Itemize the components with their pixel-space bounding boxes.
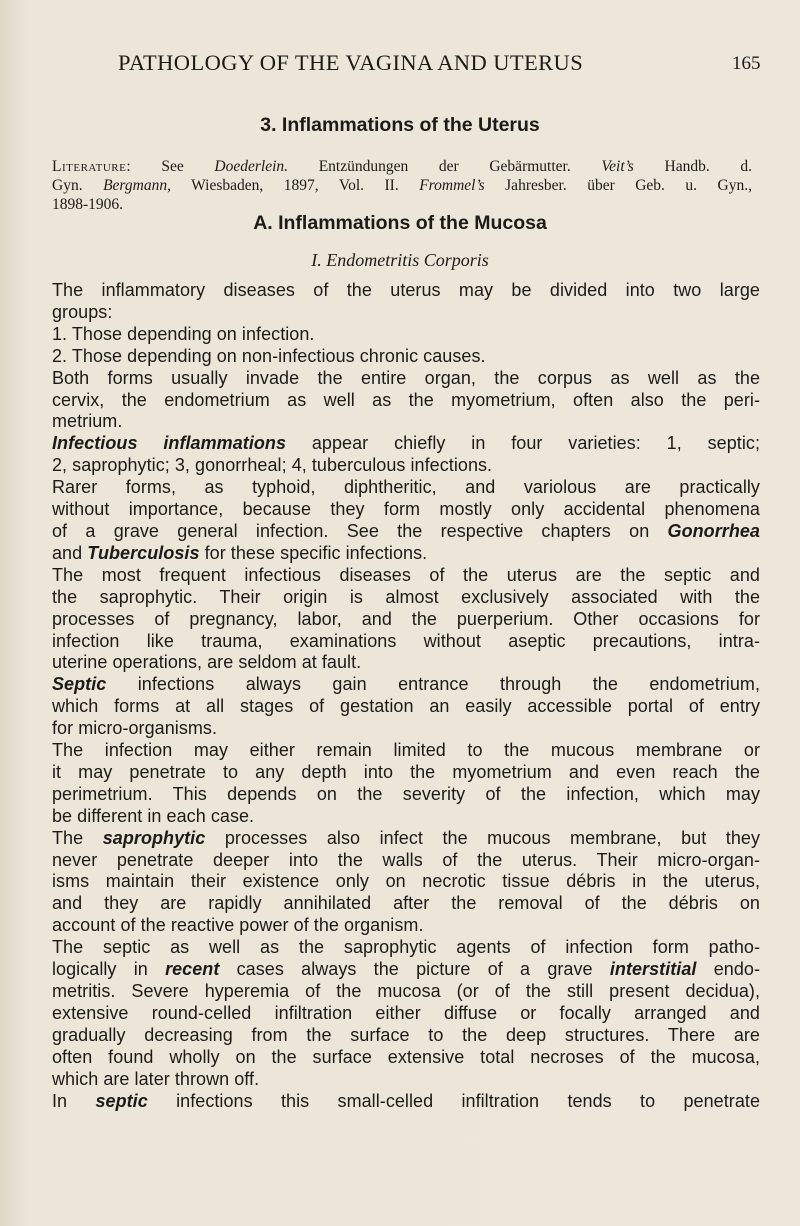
text-run: logically in — [52, 959, 166, 980]
text-line: be different in each case. — [52, 805, 255, 826]
text-line: isms maintain their existence only on necrotic tissue débris in the uterus, — [52, 871, 760, 892]
text-line: uterine operations, are seldom at fault. — [52, 652, 362, 673]
text-line: never penetrate deeper into the walls of the uterus. Their micro-organ- — [52, 849, 760, 870]
literature-text-4: Jahresber. über Geb. u. Gyn., — [484, 177, 752, 194]
text-line: groups: — [52, 301, 113, 322]
list-item-2: 2. Those depending on non-infectious chronic causes. — [52, 345, 486, 366]
term-gonorrhea: Gonorrhea — [667, 520, 760, 541]
text-line — [52, 543, 760, 565]
literature-work-veit: Veit’s — [601, 158, 634, 175]
term-interstitial: interstitial — [609, 959, 697, 980]
text-line: extensive round-celled infiltration either diffuse or focally arranged and — [52, 1002, 760, 1023]
literature-text-2: Handb. d. — [633, 158, 753, 175]
text-run: for these specific infections. — [199, 542, 428, 563]
text-line — [52, 521, 760, 543]
text-line: gradually decreasing from the surface to the deep structures. There are — [52, 1024, 760, 1045]
text-line — [52, 828, 760, 850]
subsection-subtitle: I. Endometritis Corporis — [311, 250, 489, 270]
text-run: In — [52, 1090, 96, 1111]
text-run: and — [52, 542, 88, 563]
text-line — [52, 1091, 760, 1113]
term-infectious-inflammations: Infectious inflammations — [52, 433, 287, 454]
text-line: without importance, because they form mostly only accidental phenomena — [52, 499, 760, 520]
text-line: The most frequent infectious diseases of the uterus are the septic and — [52, 564, 760, 585]
term-saprophytic: saprophytic — [102, 827, 206, 848]
text-line: for micro-organisms. — [52, 718, 218, 739]
text-line: The inflammatory diseases of the uterus may be divided into two large — [52, 280, 760, 300]
text-line: The septic as well as the saprophytic agents of infection form patho- — [52, 937, 760, 958]
text-run: cases always the picture of a grave — [219, 959, 610, 980]
text-run: processes also infect the mucous membrane, but they — [205, 827, 761, 848]
literature-author-doederlein: Doederlein. — [214, 158, 289, 175]
text-line: metritis. Severe hyperemia of the mucosa (or of the still present decidua), — [52, 981, 760, 1001]
list-item-1: 1. Those depending on infection. — [52, 323, 315, 344]
text-line — [52, 674, 760, 696]
literature-text-1: Entzündungen der Gebärmutter. — [288, 158, 602, 175]
text-run: infections this small-celled infiltration tends to penetrate — [147, 1090, 761, 1111]
text-line: infection like trauma, examinations without aseptic precautions, intra- — [52, 630, 760, 651]
text-line — [52, 959, 760, 981]
literature-line-1 — [52, 157, 752, 176]
literature-author-bergmann: Bergmann, — [103, 177, 171, 194]
literature-gyn: Gyn. — [52, 177, 104, 194]
term-recent: recent — [165, 959, 220, 980]
literature-sep: : See — [126, 158, 215, 175]
subsection-title: A. Inflammations of the Mucosa — [253, 212, 547, 234]
literature-work-frommel: Frommel’s — [419, 177, 485, 194]
text-line: the saprophytic. Their origin is almost exclusively associated with the — [52, 586, 760, 607]
text-line: cervix, the endometrium as well as the myometrium, often also the peri- — [52, 389, 760, 410]
term-septic: Septic — [52, 674, 107, 695]
text-run: endo- — [696, 959, 760, 980]
page-number: 165 — [732, 53, 761, 74]
text-line: The infection may either remain limited to the mucous membrane or — [52, 740, 760, 761]
text-line: account of the reactive power of the organism. — [52, 915, 424, 936]
text-line: often found wholly on the surface extensive total necroses of the mucosa, — [52, 1046, 760, 1067]
text-run: appear chiefly in four varieties: 1, septic; — [286, 433, 760, 454]
literature-line-3: 1898-1906. — [52, 196, 124, 213]
text-line: which forms at all stages of gestation an easily accessible portal of entry — [52, 696, 760, 717]
literature-line-2 — [52, 176, 752, 195]
literature-text-3: Wiesbaden, 1897, Vol. II. — [170, 177, 420, 194]
literature-references — [52, 157, 752, 214]
text-line: Rarer forms, as typhoid, diphtheritic, and variolous are practically — [52, 477, 760, 498]
term-tuberculosis: Tuberculosis — [87, 542, 200, 563]
text-line: and they are rapidly annihilated after the removal of the débris on — [52, 893, 760, 914]
body-text — [52, 280, 760, 1112]
text-line: 2, saprophytic; 3, gonorrheal; 4, tuberculous infections. — [52, 455, 493, 476]
text-line — [52, 433, 760, 455]
text-line: which are later thrown off. — [52, 1068, 260, 1089]
text-line: processes of pregnancy, labor, and the puerperium. Other occasions for — [52, 608, 760, 629]
text-run: infections always gain entrance through the endometrium, — [106, 674, 760, 695]
running-head: PATHOLOGY OF THE VAGINA AND UTERUS — [118, 50, 584, 75]
text-run: of a grave general infection. See the respective chapters on — [52, 520, 668, 541]
section-title: 3. Inflammations of the Uterus — [260, 114, 540, 136]
literature-label: Literature — [52, 158, 127, 175]
text-line: it may penetrate to any depth into the myometrium and even reach the — [52, 761, 760, 782]
text-run: The — [52, 827, 103, 848]
text-line: Both forms usually invade the entire organ, the corpus as well as the — [52, 367, 760, 388]
text-line: metrium. — [52, 411, 123, 432]
text-line: perimetrium. This depends on the severity of the infection, which may — [52, 783, 760, 804]
term-septic-2: septic — [95, 1090, 148, 1111]
